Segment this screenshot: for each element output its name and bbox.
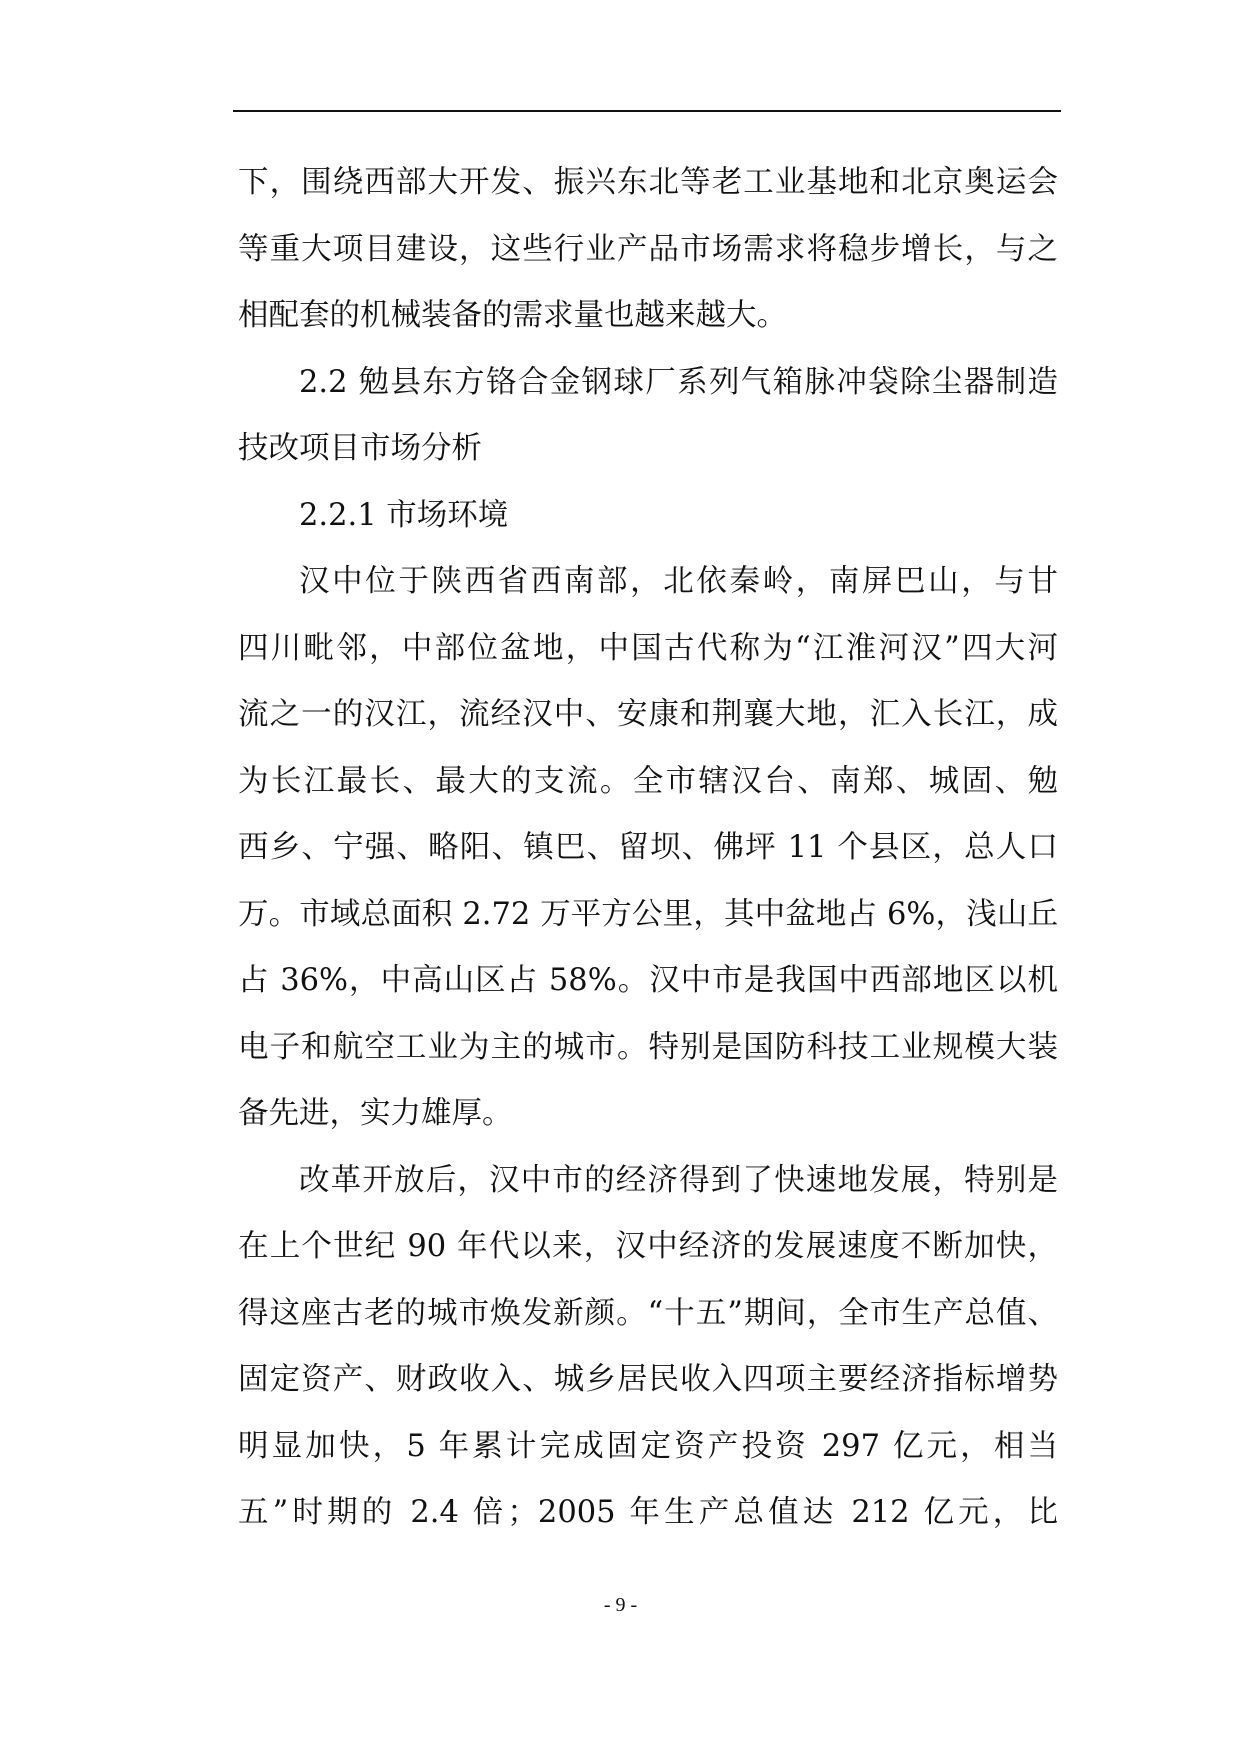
text-line: 为长江最长、最大的支流。全市辖汉台、南郑、城固、勉 — [238, 763, 1058, 799]
text-line: 备先进，实力雄厚。 — [238, 1096, 513, 1131]
text-line: 改革开放后，汉中市的经济得到了快速地发展，特别是 — [299, 1162, 1058, 1198]
text-line: 西乡、宁强、略阳、镇巴、留坝、佛坪 11 个县区，总人口 — [238, 830, 1058, 865]
text-line: 得这座古老的城市焕发新颜。“十五”期间，全市生产总值、 — [238, 1295, 1058, 1331]
text-line: 明显加快，5 年累计完成固定资产投资 297 亿元，相当 — [238, 1428, 1058, 1464]
text-line: 电子和航空工业为主的城市。特别是国防科技工业规模大装 — [238, 1029, 1058, 1065]
text-line: 固定资产、财政收入、城乡居民收入四项主要经济指标增势 — [238, 1362, 1058, 1397]
section-heading-2-2-1: 2.2.1 市场环境 — [299, 497, 509, 533]
text-line: 在上个世纪 90 年代以来，汉中经济的发展速度不断加快， — [238, 1229, 1058, 1264]
header-rule — [233, 110, 1061, 112]
text-line: 等重大项目建设，这些行业产品市场需求将稳步增长，与之 — [238, 231, 1058, 267]
page-number: - 9 - — [603, 1594, 638, 1616]
text-line: 占 36%，中高山区占 58%。汉中市是我国中西部地区以机 — [238, 963, 1058, 998]
text-line: 万。市域总面积 2.72 万平方公里，其中盆地占 6%，浅山丘 — [238, 896, 1058, 932]
text-line: 流之一的汉江，流经汉中、安康和荆襄大地，汇入长江，成 — [238, 697, 1058, 732]
section-heading-2-2-cont: 技改项目市场分析 — [238, 431, 482, 466]
text-line: 下，围绕西部大开发、振兴东北等老工业基地和北京奥运会 — [238, 165, 1058, 200]
text-line: 五”时期的 2.4 倍；2005 年生产总值达 212 亿元，比 — [238, 1495, 1058, 1530]
section-heading-2-2: 2.2 勉县东方铬合金钢球厂系列气箱脉冲袋除尘器制造 — [299, 364, 1058, 400]
text-line: 相配套的机械装备的需求量也越来越大。 — [238, 298, 787, 333]
text-line: 汉中位于陕西省西南部，北依秦岭，南屏巴山，与甘 — [299, 564, 1058, 599]
body-text — [238, 150, 1058, 1547]
text-line: 四川毗邻，中部位盆地，中国古代称为“江淮河汉”四大河 — [238, 630, 1058, 666]
